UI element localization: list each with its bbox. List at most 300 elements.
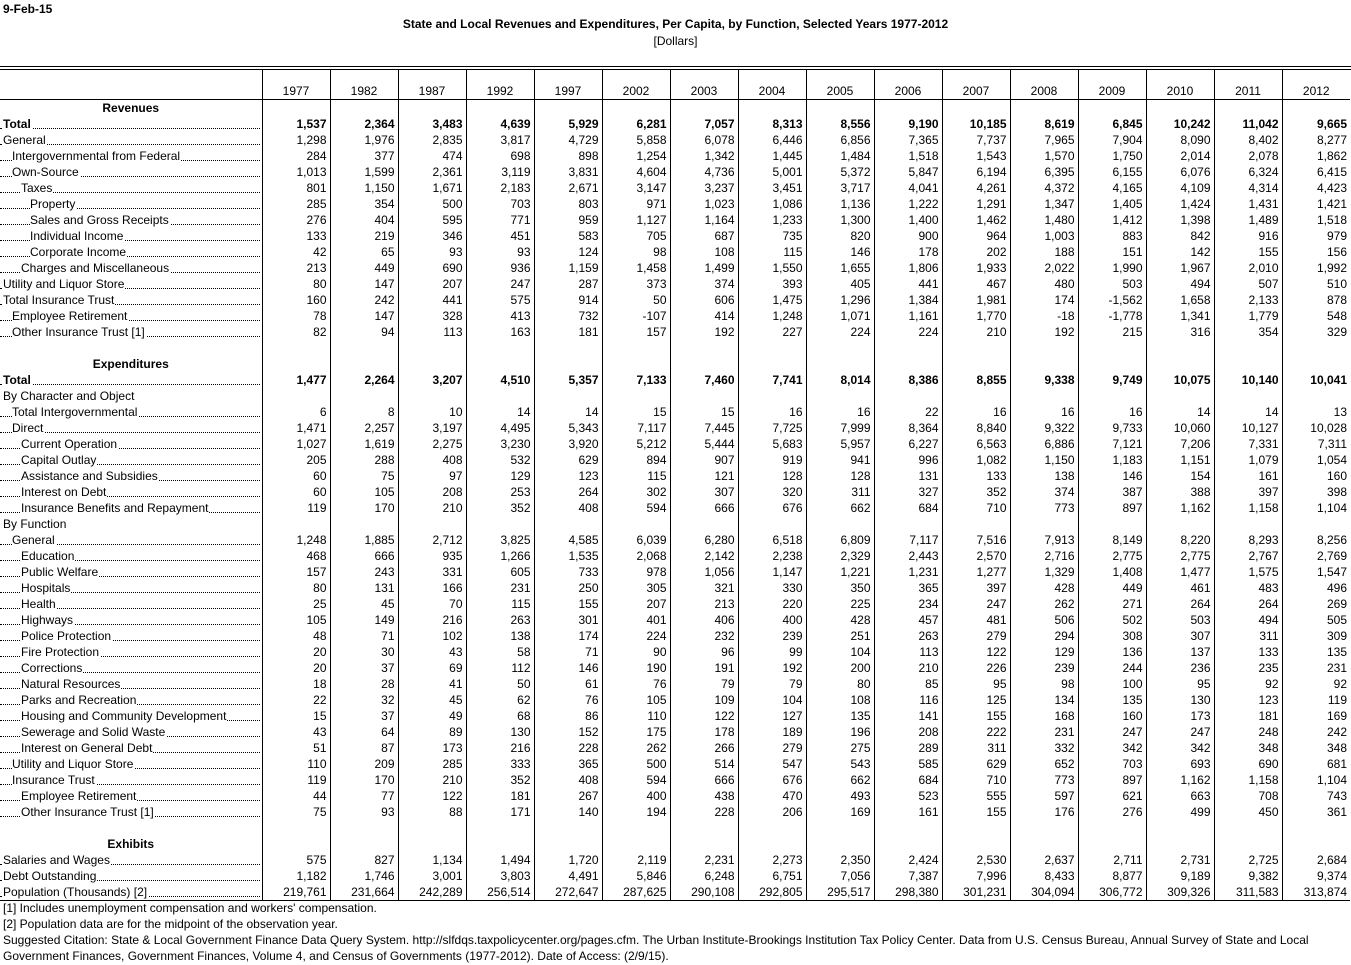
value-cell: 773 — [1010, 772, 1078, 788]
value-cell: 480 — [1010, 276, 1078, 292]
value-cell: 6,886 — [1010, 436, 1078, 452]
value-cell — [874, 356, 942, 372]
value-cell: 104 — [738, 692, 806, 708]
value-cell: 174 — [1010, 292, 1078, 308]
value-cell: 7,365 — [874, 132, 942, 148]
value-cell: 7,725 — [738, 420, 806, 436]
value-cell: 352 — [942, 484, 1010, 500]
column-header-year: 2012 — [1282, 69, 1350, 100]
value-cell: 1,162 — [1146, 500, 1214, 516]
value-cell: 16 — [1078, 404, 1146, 420]
value-cell: 2,142 — [670, 548, 738, 564]
value-cell: 1,329 — [1010, 564, 1078, 580]
value-cell: 4,585 — [534, 532, 602, 548]
value-cell: 104 — [806, 644, 874, 660]
value-cell: 133 — [1214, 644, 1282, 660]
value-cell: 971 — [602, 196, 670, 212]
value-cell: 2,731 — [1146, 852, 1214, 868]
value-cell — [874, 388, 942, 404]
value-cell: 301,231 — [942, 884, 1010, 901]
row-label — [0, 484, 262, 500]
value-cell: 1,480 — [1010, 212, 1078, 228]
value-cell: 215 — [1078, 324, 1146, 340]
value-cell: 80 — [806, 676, 874, 692]
value-cell: 231 — [1282, 660, 1350, 676]
value-cell: 878 — [1282, 292, 1350, 308]
value-cell: 1,161 — [874, 308, 942, 324]
value-cell — [1214, 388, 1282, 404]
table-row — [0, 644, 1350, 660]
value-cell: 3,207 — [398, 372, 466, 388]
value-cell: 897 — [1078, 500, 1146, 516]
value-cell — [1282, 516, 1350, 532]
value-cell — [874, 820, 942, 836]
value-cell: 449 — [1078, 580, 1146, 596]
value-cell: 134 — [1010, 692, 1078, 708]
value-cell — [1214, 516, 1282, 532]
value-cell: 7,133 — [602, 372, 670, 388]
column-header-year: 2002 — [602, 69, 670, 100]
value-cell: 247 — [466, 276, 534, 292]
value-cell: 1,248 — [262, 532, 330, 548]
value-cell: 10,060 — [1146, 420, 1214, 436]
value-cell: 333 — [466, 756, 534, 772]
row-label-text: Total — [3, 373, 31, 387]
value-cell: 907 — [670, 452, 738, 468]
value-cell: 2,725 — [1214, 852, 1282, 868]
value-cell: 15 — [670, 404, 738, 420]
value-cell: 216 — [466, 740, 534, 756]
value-cell — [602, 820, 670, 836]
value-cell: 2,711 — [1078, 852, 1146, 868]
value-cell: 398 — [1282, 484, 1350, 500]
column-header-year: 2003 — [670, 69, 738, 100]
value-cell: 128 — [806, 468, 874, 484]
row-label-text: Taxes — [21, 181, 53, 195]
value-cell: 898 — [534, 148, 602, 164]
row-label — [0, 596, 262, 612]
value-cell: 269 — [1282, 596, 1350, 612]
value-cell: 5,858 — [602, 132, 670, 148]
row-label — [0, 132, 262, 148]
value-cell: 122 — [942, 644, 1010, 660]
value-cell: 2,231 — [670, 852, 738, 868]
value-cell: 224 — [874, 324, 942, 340]
value-cell: 155 — [1214, 244, 1282, 260]
value-cell: 6,281 — [602, 116, 670, 132]
value-cell: 914 — [534, 292, 602, 308]
value-cell — [534, 820, 602, 836]
value-cell: 1,296 — [806, 292, 874, 308]
value-cell: 1,221 — [806, 564, 874, 580]
value-cell: 168 — [1010, 708, 1078, 724]
table-row — [0, 228, 1350, 244]
value-cell: 6,078 — [670, 132, 738, 148]
value-cell: 2,775 — [1146, 548, 1214, 564]
value-cell: 594 — [602, 772, 670, 788]
value-cell — [738, 356, 806, 372]
value-cell: 2,010 — [1214, 260, 1282, 276]
value-cell: 99 — [738, 644, 806, 660]
value-cell: 98 — [1010, 676, 1078, 692]
table-row — [0, 692, 1350, 708]
value-cell: 3,825 — [466, 532, 534, 548]
value-cell: 1,537 — [262, 116, 330, 132]
value-cell: 1,575 — [1214, 564, 1282, 580]
value-cell: 171 — [466, 804, 534, 820]
value-cell: 146 — [534, 660, 602, 676]
value-cell: 4,491 — [534, 868, 602, 884]
value-cell: 10,140 — [1214, 372, 1282, 388]
value-cell — [738, 820, 806, 836]
value-cell: 170 — [330, 500, 398, 516]
value-cell: 684 — [874, 500, 942, 516]
value-cell: 15 — [602, 404, 670, 420]
value-cell: 733 — [534, 564, 602, 580]
value-cell: 6,856 — [806, 132, 874, 148]
value-cell: 321 — [670, 580, 738, 596]
value-cell: 342 — [1078, 740, 1146, 756]
value-cell: 9,338 — [1010, 372, 1078, 388]
table-row — [0, 212, 1350, 228]
value-cell: 285 — [398, 756, 466, 772]
row-label-text: Debt Outstanding — [3, 869, 97, 883]
row-label — [0, 116, 262, 132]
value-cell: 196 — [806, 724, 874, 740]
value-cell — [262, 340, 330, 356]
value-cell: 5,846 — [602, 868, 670, 884]
value-cell: 575 — [466, 292, 534, 308]
row-label — [0, 324, 262, 340]
value-cell — [534, 340, 602, 356]
value-cell: 7,741 — [738, 372, 806, 388]
table-row — [0, 612, 1350, 628]
value-cell: 652 — [1010, 756, 1078, 772]
value-cell: 7,117 — [874, 532, 942, 548]
value-cell: 2,530 — [942, 852, 1010, 868]
value-cell: 1,248 — [738, 308, 806, 324]
value-cell: 1,445 — [738, 148, 806, 164]
value-cell: 575 — [262, 852, 330, 868]
value-cell: 115 — [602, 468, 670, 484]
table-row — [0, 548, 1350, 564]
value-cell: 2,183 — [466, 180, 534, 196]
value-cell: 1,976 — [330, 132, 398, 148]
value-cell: 936 — [466, 260, 534, 276]
citation-line-1: Suggested Citation: State & Local Government Finance Data Query System. http://slfdqs.taxpolicycenter.org/pages.cfm. The Urban Institute-Brookings Institution Tax Policy Center. Data from U.S. Census Bureau, Annual Survey of State and Local — [3, 933, 1309, 947]
value-cell: 3,803 — [466, 868, 534, 884]
value-cell: 116 — [874, 692, 942, 708]
value-cell: 8,364 — [874, 420, 942, 436]
value-cell: 1,671 — [398, 180, 466, 196]
row-label-text: Total Intergovernmental — [12, 405, 138, 419]
value-cell: 5,957 — [806, 436, 874, 452]
value-cell: 507 — [1214, 276, 1282, 292]
value-cell: 1,750 — [1078, 148, 1146, 164]
value-cell: 2,133 — [1214, 292, 1282, 308]
value-cell: 121 — [670, 468, 738, 484]
value-cell: 594 — [602, 500, 670, 516]
row-label-text: Current Operation — [21, 437, 118, 451]
value-cell — [262, 836, 330, 852]
value-cell: 457 — [874, 612, 942, 628]
value-cell: 157 — [602, 324, 670, 340]
header-row — [0, 69, 1350, 100]
value-cell — [1146, 340, 1214, 356]
value-cell: 2,014 — [1146, 148, 1214, 164]
value-cell: 75 — [330, 468, 398, 484]
value-cell: 8,402 — [1214, 132, 1282, 148]
report-subtitle: [Dollars] — [653, 34, 698, 48]
value-cell: 1,570 — [1010, 148, 1078, 164]
value-cell — [1010, 516, 1078, 532]
value-cell: 272,647 — [534, 884, 602, 901]
row-label-text: Hospitals — [21, 581, 71, 595]
value-cell: 105 — [262, 612, 330, 628]
value-cell: 276 — [1078, 804, 1146, 820]
value-cell: 178 — [670, 724, 738, 740]
value-cell: 1,266 — [466, 548, 534, 564]
report-title: State and Local Revenues and Expenditures, Per Capita, by Function, Selected Years 1977-2012 — [402, 17, 949, 31]
value-cell — [534, 836, 602, 852]
value-cell: 1,013 — [262, 164, 330, 180]
value-cell — [1282, 836, 1350, 852]
value-cell: 89 — [398, 724, 466, 740]
value-cell: 271 — [1078, 596, 1146, 612]
value-cell: 86 — [534, 708, 602, 724]
value-cell: 8,556 — [806, 116, 874, 132]
value-cell: 138 — [1010, 468, 1078, 484]
value-cell: 316 — [1146, 324, 1214, 340]
value-cell: 2,767 — [1214, 548, 1282, 564]
value-cell: 1,300 — [806, 212, 874, 228]
table-row — [0, 756, 1350, 772]
table-row — [0, 788, 1350, 804]
value-cell: 113 — [874, 644, 942, 660]
value-cell — [602, 516, 670, 532]
value-cell: 1,071 — [806, 308, 874, 324]
value-cell: 133 — [942, 468, 1010, 484]
value-cell: 666 — [330, 548, 398, 564]
value-cell: 1,158 — [1214, 772, 1282, 788]
value-cell: 2,769 — [1282, 548, 1350, 564]
value-cell: 693 — [1146, 756, 1214, 772]
table-row — [0, 148, 1350, 164]
value-cell: 2,068 — [602, 548, 670, 564]
section-header-row — [0, 356, 1350, 372]
value-cell: 1,806 — [874, 260, 942, 276]
value-cell: 225 — [806, 596, 874, 612]
value-cell: 451 — [466, 228, 534, 244]
value-cell: 771 — [466, 212, 534, 228]
value-cell: 1,054 — [1282, 452, 1350, 468]
value-cell: 441 — [398, 292, 466, 308]
value-cell: 1,150 — [1010, 452, 1078, 468]
row-label-text: Employee Retirement — [21, 789, 137, 803]
spacer-row — [0, 820, 1350, 836]
table-row — [0, 452, 1350, 468]
value-cell: 2,022 — [1010, 260, 1078, 276]
value-cell: 170 — [330, 772, 398, 788]
value-cell: 2,835 — [398, 132, 466, 148]
row-label-text: Capital Outlay — [21, 453, 97, 467]
row-label — [0, 180, 262, 196]
value-cell: 178 — [874, 244, 942, 260]
value-cell: 3,451 — [738, 180, 806, 196]
value-cell: 79 — [670, 676, 738, 692]
value-cell: 1,458 — [602, 260, 670, 276]
row-label — [0, 692, 262, 708]
value-cell: 10 — [398, 404, 466, 420]
value-cell: 155 — [942, 708, 1010, 724]
value-cell: 1,082 — [942, 452, 1010, 468]
value-cell: 732 — [534, 308, 602, 324]
value-cell: 629 — [942, 756, 1010, 772]
value-cell: 43 — [262, 724, 330, 740]
value-cell — [1010, 356, 1078, 372]
value-cell — [874, 100, 942, 117]
value-cell: 461 — [1146, 580, 1214, 596]
row-label-text: Corporate Income — [30, 245, 127, 259]
value-cell: 307 — [670, 484, 738, 500]
value-cell: 7,206 — [1146, 436, 1214, 452]
value-cell: 2,637 — [1010, 852, 1078, 868]
row-label — [0, 164, 262, 180]
row-label-text: Other Insurance Trust [1] — [12, 325, 145, 339]
table-row — [0, 532, 1350, 548]
value-cell: 342 — [1146, 740, 1214, 756]
value-cell: 900 — [874, 228, 942, 244]
value-cell: 205 — [262, 452, 330, 468]
value-cell — [1146, 100, 1214, 117]
value-cell: 1,347 — [1010, 196, 1078, 212]
section-header-row — [0, 836, 1350, 852]
table-row — [0, 852, 1350, 868]
value-cell: 95 — [942, 676, 1010, 692]
value-cell: 6,415 — [1282, 164, 1350, 180]
value-cell: 235 — [1214, 660, 1282, 676]
value-cell: 9,733 — [1078, 420, 1146, 436]
table-row — [0, 116, 1350, 132]
value-cell: 231,664 — [330, 884, 398, 901]
value-cell: 174 — [534, 628, 602, 644]
value-cell: 210 — [398, 772, 466, 788]
value-cell: 408 — [534, 772, 602, 788]
table-row — [0, 196, 1350, 212]
value-cell — [1282, 388, 1350, 404]
footnote-1: [1] Includes unemployment compensation and workers' compensation. — [3, 901, 377, 915]
value-cell: 1,027 — [262, 436, 330, 452]
value-cell: 163 — [466, 324, 534, 340]
row-label-text: Interest on Debt — [21, 485, 107, 499]
value-cell — [1282, 356, 1350, 372]
value-cell: 7,737 — [942, 132, 1010, 148]
value-cell: 11,042 — [1214, 116, 1282, 132]
value-cell: 266 — [670, 740, 738, 756]
column-header-year: 2007 — [942, 69, 1010, 100]
row-label — [0, 868, 262, 884]
value-cell: 200 — [806, 660, 874, 676]
value-cell — [466, 356, 534, 372]
value-cell: -18 — [1010, 308, 1078, 324]
value-cell: 62 — [466, 692, 534, 708]
value-cell: 306,772 — [1078, 884, 1146, 901]
value-cell: 690 — [1214, 756, 1282, 772]
row-label — [0, 676, 262, 692]
value-cell — [262, 100, 330, 117]
value-cell: 28 — [330, 676, 398, 692]
value-cell: 1,136 — [806, 196, 874, 212]
value-cell: 210 — [874, 660, 942, 676]
value-cell — [262, 356, 330, 372]
value-cell: 523 — [874, 788, 942, 804]
value-cell: 1,484 — [806, 148, 874, 164]
value-cell: 1,023 — [670, 196, 738, 212]
value-cell — [738, 388, 806, 404]
value-cell: 5,001 — [738, 164, 806, 180]
value-cell: 8,433 — [1010, 868, 1078, 884]
value-cell: 5,847 — [874, 164, 942, 180]
value-cell: 6,751 — [738, 868, 806, 884]
value-cell: 4,372 — [1010, 180, 1078, 196]
value-cell: 6,039 — [602, 532, 670, 548]
row-label-text: Other Insurance Trust [1] — [21, 805, 154, 819]
row-label — [0, 724, 262, 740]
value-cell: 108 — [670, 244, 738, 260]
value-cell: 543 — [806, 756, 874, 772]
value-cell: 10,127 — [1214, 420, 1282, 436]
value-cell: 401 — [602, 612, 670, 628]
value-cell: 332 — [1010, 740, 1078, 756]
value-cell: 307 — [1146, 628, 1214, 644]
value-cell: 2,775 — [1078, 548, 1146, 564]
value-cell: 3,817 — [466, 132, 534, 148]
value-cell: 773 — [1010, 500, 1078, 516]
value-cell: 298,380 — [874, 884, 942, 901]
value-cell: -1,778 — [1078, 308, 1146, 324]
value-cell — [534, 356, 602, 372]
value-cell: 173 — [1146, 708, 1214, 724]
value-cell — [398, 356, 466, 372]
value-cell: 1,162 — [1146, 772, 1214, 788]
value-cell: 100 — [1078, 676, 1146, 692]
value-cell — [330, 388, 398, 404]
column-header-year: 1987 — [398, 69, 466, 100]
value-cell: 263 — [466, 612, 534, 628]
column-header-year: 2004 — [738, 69, 806, 100]
value-cell: 393 — [738, 276, 806, 292]
value-cell: 188 — [1010, 244, 1078, 260]
value-cell: 292,805 — [738, 884, 806, 901]
value-cell: 251 — [806, 628, 874, 644]
value-cell: 302 — [602, 484, 670, 500]
value-cell: 1,990 — [1078, 260, 1146, 276]
value-cell: 494 — [1214, 612, 1282, 628]
value-cell: 50 — [466, 676, 534, 692]
value-cell: 1,341 — [1146, 308, 1214, 324]
value-cell: 3,119 — [466, 164, 534, 180]
row-label-text: Direct — [12, 421, 44, 435]
value-cell: 287 — [534, 276, 602, 292]
value-cell: 41 — [398, 676, 466, 692]
value-cell: 75 — [262, 804, 330, 820]
row-label — [0, 372, 262, 388]
value-cell: 4,041 — [874, 180, 942, 196]
value-cell: 5,343 — [534, 420, 602, 436]
value-cell: 883 — [1078, 228, 1146, 244]
value-cell: 70 — [398, 596, 466, 612]
value-cell: 44 — [262, 788, 330, 804]
